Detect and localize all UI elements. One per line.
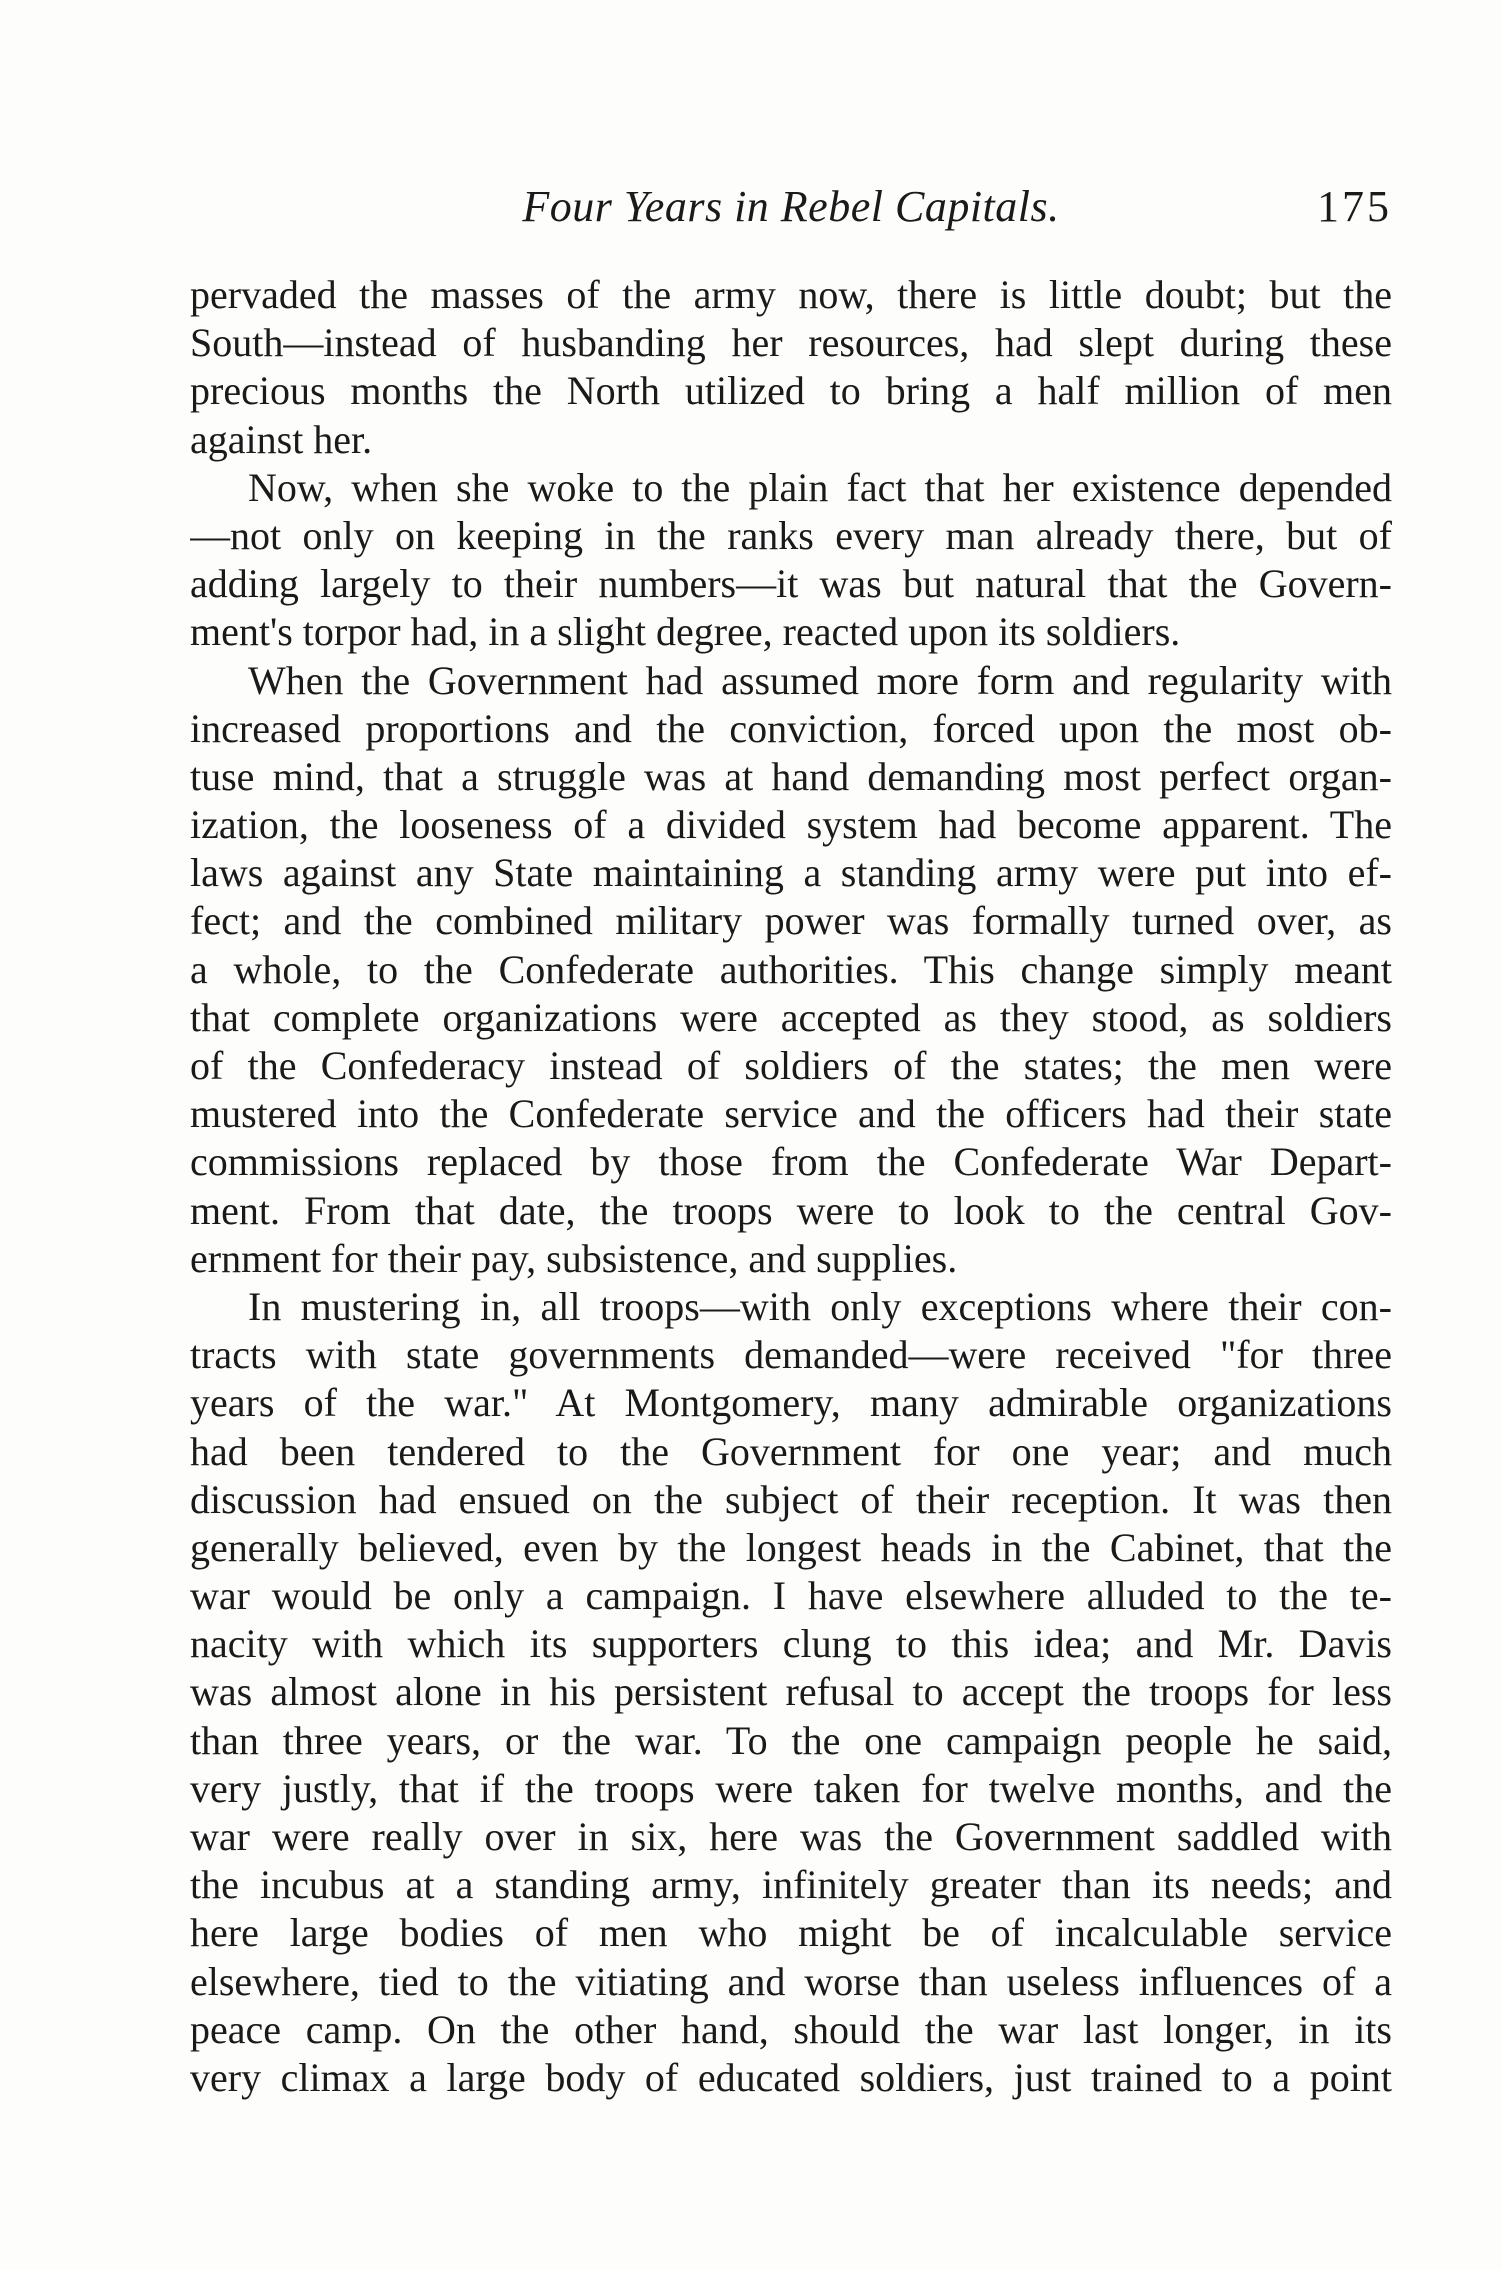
- text-line: of the Confederacy instead of soldiers of the states; the men were: [190, 1043, 1392, 1088]
- text-line: In mustering in, all troops—with only exceptions where their con-: [248, 1283, 1392, 1329]
- text-line: here large bodies of men who might be of incalculable service: [190, 1910, 1392, 1956]
- text-line: than three years, or the war. To the one campaign people he said,: [190, 1717, 1392, 1763]
- text-line: a whole, to the Confederate authorities. This change simply meant: [190, 946, 1392, 992]
- text-line: fect; and the combined military power was formally turned over, as: [190, 898, 1392, 944]
- text-line: elsewhere, tied to the vitiating and worse than useless influences of a: [190, 1958, 1392, 2004]
- running-title: Four Years in Rebel Capitals.: [522, 182, 1060, 231]
- text-line: —not only on keeping in the ranks every man already there, but of: [190, 512, 1392, 558]
- text-line: generally believed, even by the longest heads in the Cabinet, that the: [190, 1524, 1392, 1570]
- text-line: was almost alone in his persistent refusal to accept the troops for less: [190, 1669, 1392, 1715]
- text-line: war were really over in six, here was the Government saddled with: [190, 1814, 1392, 1859]
- text-line: When the Government had assumed more form and regularity with: [248, 657, 1392, 703]
- text-line: ment. From that date, the troops were to look to the central Gov-: [190, 1187, 1392, 1233]
- text-line: tuse mind, that a struggle was at hand demanding most perfect organ-: [190, 753, 1392, 799]
- text-line: ernment for their pay, subsistence, and supplies.: [190, 1235, 958, 1281]
- text-line: precious months the North utilized to bring a half million of men: [190, 368, 1392, 414]
- text-line: peace camp. On the other hand, should the war last longer, in its: [190, 2006, 1392, 2052]
- text-line: had been tendered to the Government for one year; and much: [190, 1428, 1392, 1474]
- text-line: mustered into the Confederate service and the officers had their state: [190, 1091, 1392, 1137]
- body-text: [190, 271, 1392, 2102]
- text-line: adding largely to their numbers—it was but natural that the Govern-: [190, 561, 1392, 607]
- text-line: Now, when she woke to the plain fact that her existence depended: [248, 464, 1392, 510]
- text-line: pervaded the masses of the army now, there is little doubt; but the: [190, 272, 1392, 317]
- text-line: nacity with which its supporters clung to this idea; and Mr. Davis: [190, 1621, 1392, 1667]
- text-line: very climax a large body of educated soldiers, just trained to a point: [190, 2054, 1392, 2100]
- text-line: very justly, that if the troops were taken for twelve months, and the: [190, 1765, 1392, 1811]
- text-line: that complete organizations were accepted as they stood, as soldiers: [190, 994, 1392, 1040]
- text-line: South—instead of husbanding her resources, had slept during these: [190, 320, 1392, 366]
- text-line: laws against any State maintaining a standing army were put into ef-: [190, 850, 1392, 896]
- text-line: the incubus at a standing army, infinitely greater than its needs; and: [190, 1862, 1392, 1908]
- text-line: ment's torpor had, in a slight degree, reacted upon its soldiers.: [190, 609, 1181, 655]
- text-line: tracts with state governments demanded—were received "for three: [190, 1332, 1392, 1378]
- text-line: against her.: [190, 416, 373, 462]
- running-head: [190, 180, 1392, 240]
- text-line: discussion had ensued on the subject of their reception. It was then: [190, 1476, 1392, 1522]
- text-line: years of the war." At Montgomery, many admirable organizations: [190, 1380, 1392, 1426]
- text-line: increased proportions and the conviction, forced upon the most ob-: [190, 705, 1392, 751]
- page-number: 175: [1317, 182, 1392, 231]
- text-line: war would be only a campaign. I have elsewhere alluded to the te-: [190, 1573, 1392, 1619]
- text-line: commissions replaced by those from the Confederate War Depart-: [190, 1139, 1392, 1185]
- text-line: ization, the looseness of a divided system had become apparent. The: [190, 802, 1392, 848]
